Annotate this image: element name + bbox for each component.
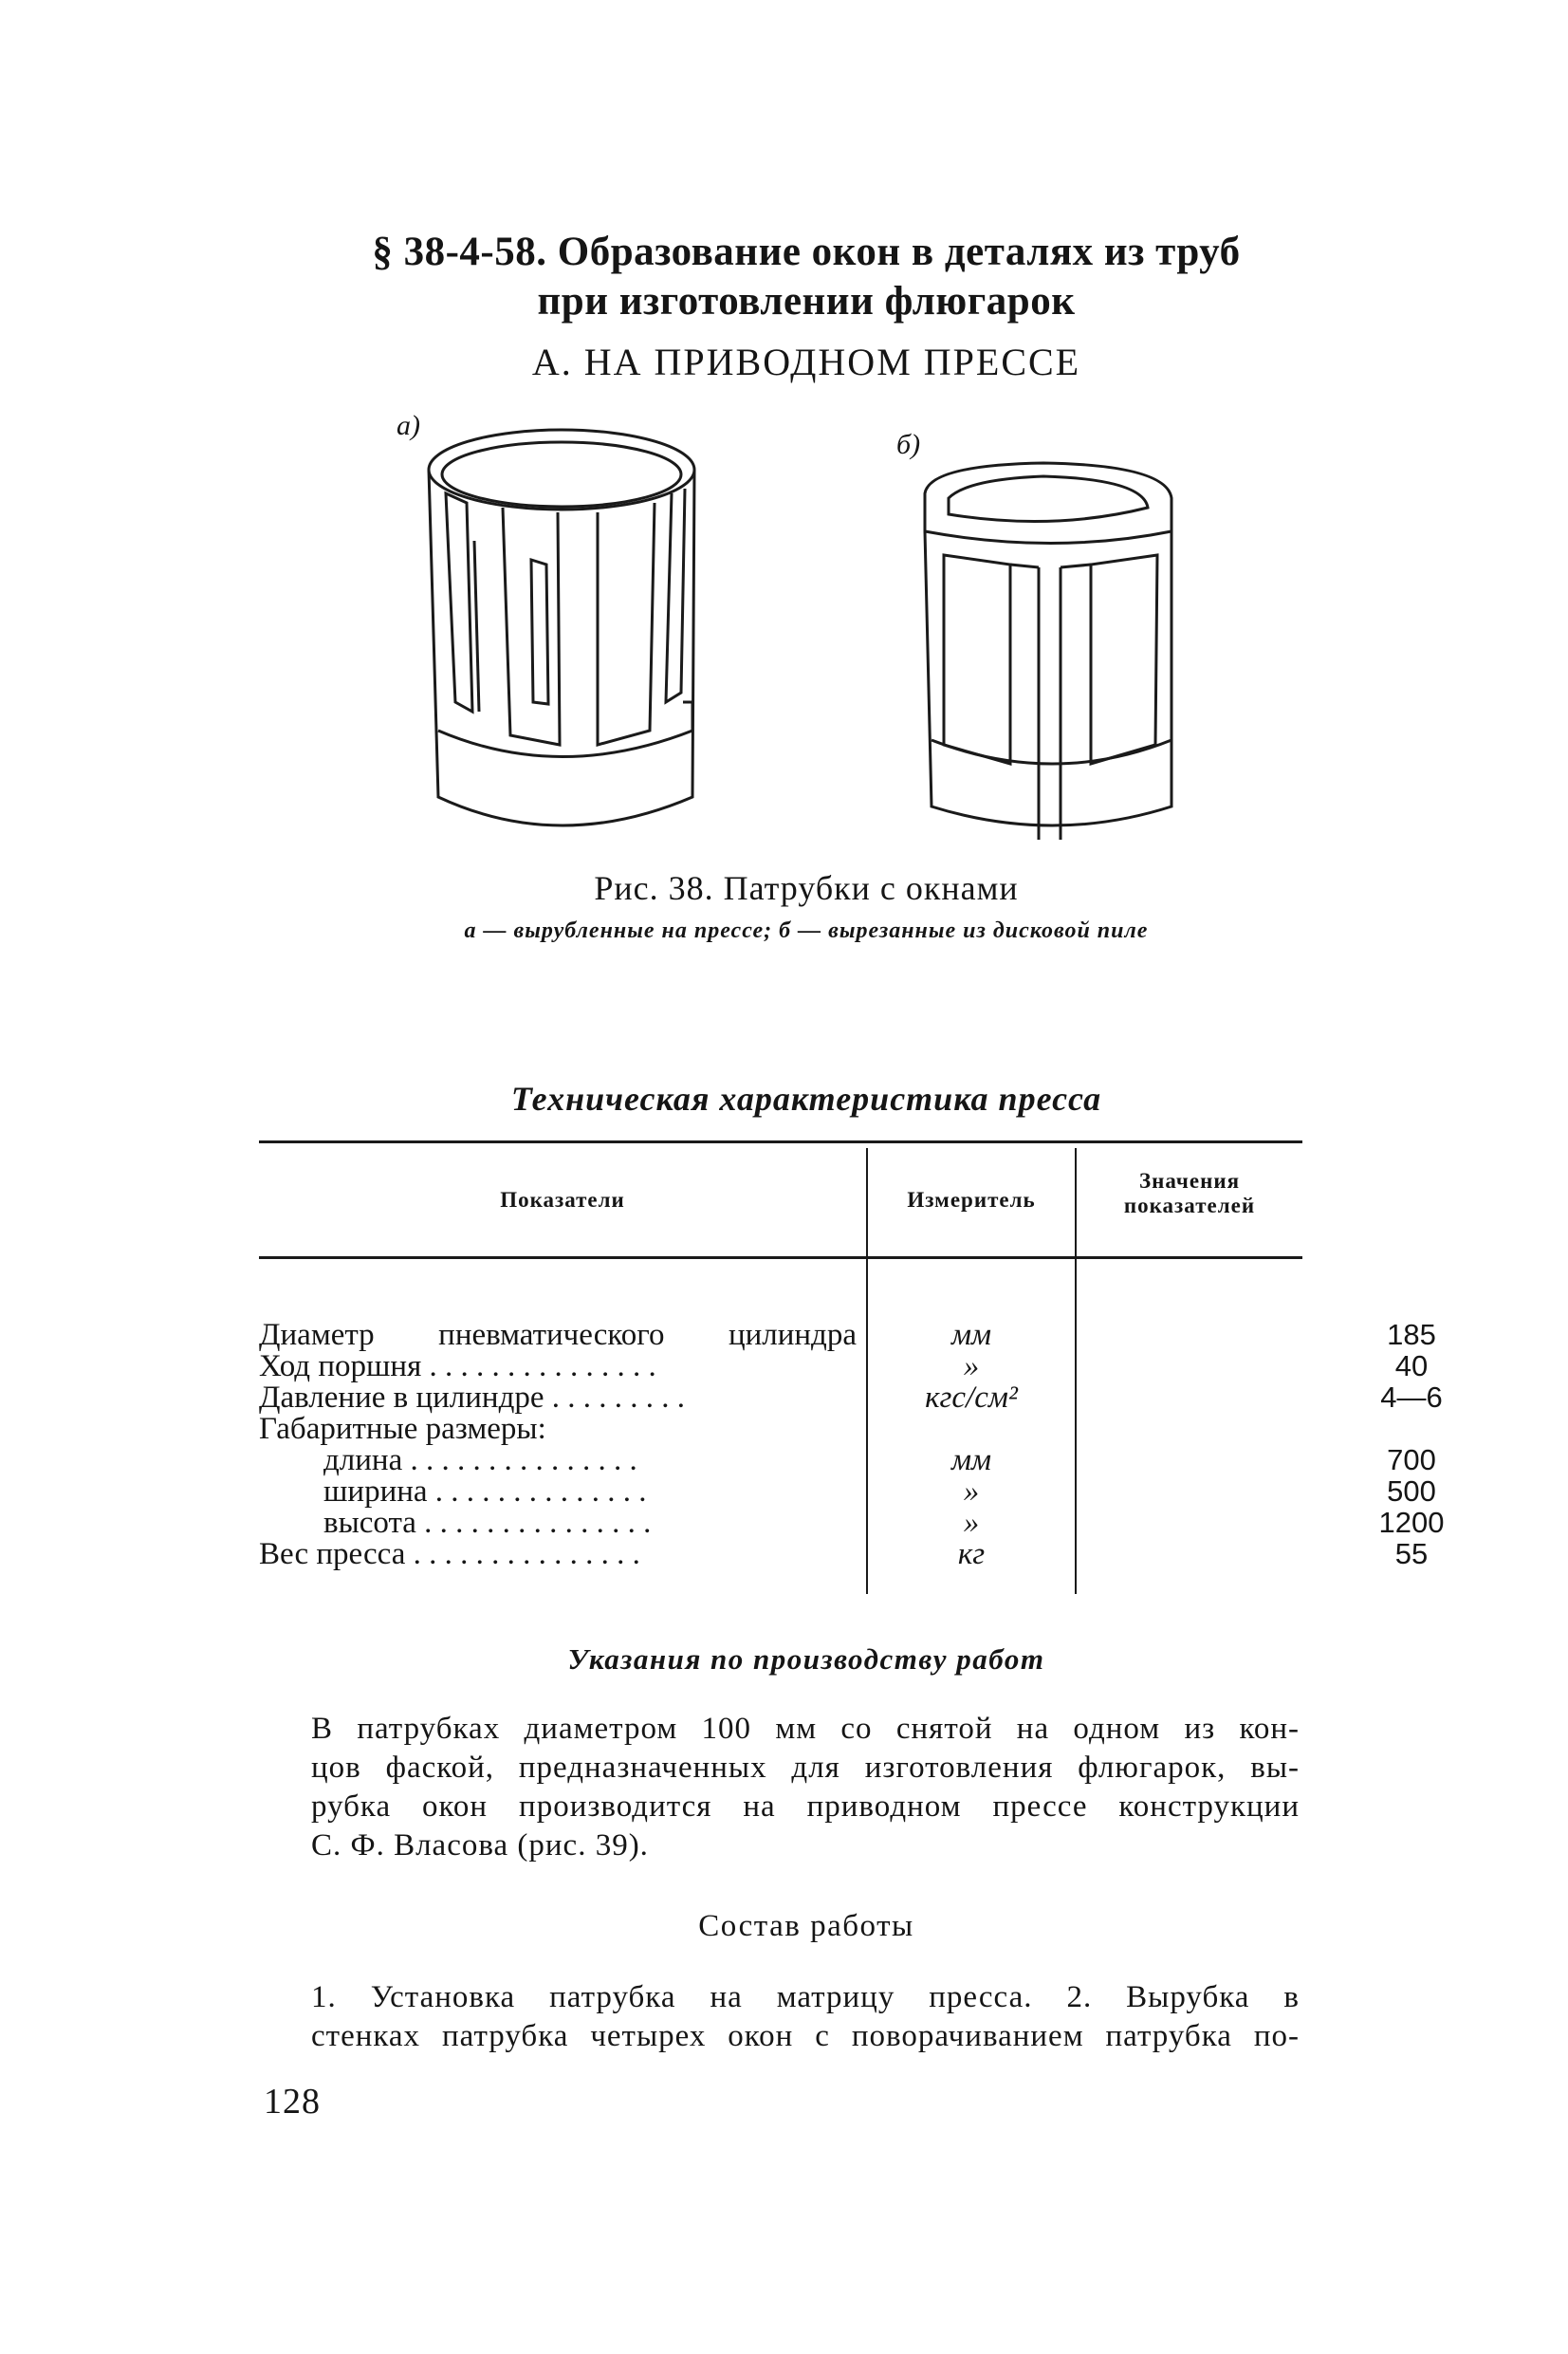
paragraph-line: рубка окон производится на приводном прессе конструкции — [311, 1789, 1300, 1824]
row-name: длина . . . . . . . . . . . . . . . — [323, 1444, 637, 1476]
paragraph-line: цов фаской, предназначенных для изготовления флюгарок, вы- — [311, 1751, 1300, 1785]
pipe-with-sawn-windows-drawing — [911, 455, 1186, 854]
table-row — [259, 1318, 1436, 1352]
paragraph-line: 1. Установка патрубка на матрицу пресса. 2. Вырубка в — [311, 1980, 1300, 2014]
column-header-indicators: Показатели — [500, 1188, 625, 1212]
row-unit: » — [963, 1506, 980, 1540]
table-title: Техническая характеристика пресса — [510, 1080, 1102, 1118]
row-name: Ход поршня . . . . . . . . . . . . . . . — [259, 1350, 656, 1382]
table-top-rule — [259, 1140, 1302, 1143]
paragraph-line: В патрубках диаметром 100 мм со снятой на одном из кон- — [311, 1712, 1300, 1746]
column-header-values-line-2: показателей — [1123, 1194, 1256, 1217]
figure-label-a: а) — [397, 410, 420, 441]
table-row — [259, 1537, 1429, 1571]
row-value: 55 — [1394, 1537, 1429, 1570]
row-value: 4—6 — [1380, 1381, 1443, 1414]
column-header-unit: Измеритель — [907, 1188, 1036, 1212]
table-row — [259, 1413, 1302, 1445]
subheading: А. НА ПРИВОДНОМ ПРЕССЕ — [531, 341, 1081, 383]
page-number: 128 — [264, 2082, 321, 2122]
table-header-rule — [259, 1256, 1302, 1259]
row-value: 500 — [1387, 1474, 1436, 1508]
instructions-title: Указания по производству работ — [567, 1642, 1045, 1676]
figure-label-b: б) — [896, 429, 921, 460]
row-name: высота . . . . . . . . . . . . . . . — [323, 1507, 652, 1539]
table-row — [259, 1443, 1436, 1477]
table-row — [259, 1349, 1429, 1383]
table-row — [259, 1381, 1443, 1415]
row-name: Давление в цилиндре . . . . . . . . . — [259, 1381, 686, 1414]
row-value: 700 — [1387, 1443, 1436, 1476]
row-name: Габаритные размеры: — [259, 1413, 546, 1445]
row-unit: » — [963, 1474, 980, 1509]
row-value: 1200 — [1378, 1506, 1445, 1539]
column-header-values-line-1: Значения — [1138, 1169, 1241, 1193]
work-title: Состав работы — [698, 1909, 914, 1943]
row-name: Диаметр пневматического цилиндра — [259, 1319, 857, 1351]
row-name: Вес пресса . . . . . . . . . . . . . . . — [259, 1538, 640, 1570]
row-unit: » — [963, 1349, 980, 1383]
paragraph-line: С. Ф. Власова (рис. 39). — [311, 1828, 649, 1863]
row-value: 40 — [1394, 1349, 1429, 1382]
section-heading-line-2: при изготовлении флюгарок — [537, 279, 1076, 324]
section-heading-line-1: § 38-4-58. Образование окон в деталях из труб — [372, 230, 1241, 274]
row-unit: кг — [957, 1537, 986, 1571]
figure-caption: Рис. 38. Патрубки с окнами — [594, 869, 1019, 907]
row-name: ширина . . . . . . . . . . . . . . — [323, 1475, 647, 1508]
pipe-with-punched-windows-drawing — [417, 417, 711, 863]
paragraph-line: стенках патрубка четырех окон с поворачиванием патрубка по- — [311, 2019, 1300, 2053]
figure-legend: а — вырубленные на прессе; б — вырезанные из дисковой пиле — [464, 918, 1149, 943]
row-unit: кгс/см² — [925, 1381, 1018, 1415]
row-value: 185 — [1387, 1318, 1436, 1351]
row-unit: мм — [950, 1318, 992, 1352]
row-unit: мм — [950, 1443, 992, 1477]
table-row — [259, 1506, 1445, 1540]
table-row — [259, 1474, 1436, 1509]
column-header-values — [1077, 1169, 1302, 1218]
